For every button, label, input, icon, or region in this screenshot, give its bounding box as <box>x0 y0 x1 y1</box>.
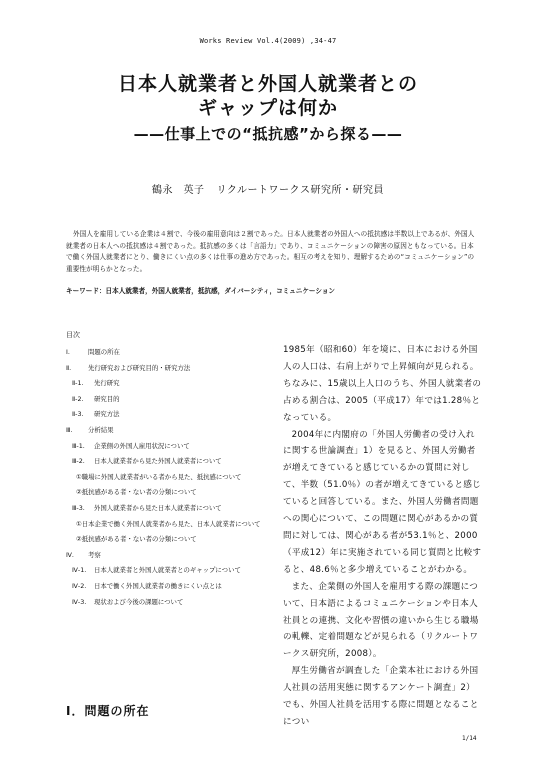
abstract: 外国人を雇用している企業は４割で、今後の雇用意向は２割であった。日本人就業者の外国人への抵抗感は半数以上であるが、外国人就業者の日本人への抵抗感は４割であった。抵抗感の多くは「言語力」であり、コミュニケーションの障害の原因ともなっている。日本で働く外国人就業者にとり、働きにくい点の多くは仕事の進め方であった。相互の考えを知り、理解するための“コミュニケーション”の重要性が明らかとなった。 <box>66 230 475 273</box>
toc-item: ①日本企業で働く外国人就業者から見た、日本人就業者について <box>76 519 261 528</box>
body-text <box>283 342 483 731</box>
table-of-contents <box>66 345 262 610</box>
body-paragraph: また、企業側の外国人を雇用する際の課題について、日本語によるコミュニケーションや日本人社員との連携、文化や習慣の違いから生じる職場の軋轢、定着問題などが見られる（リクルートワークス研究所，2008）。 <box>283 581 479 660</box>
body-paragraph: 厚生労働省が調査した「企業本社における外国人社員の活用実態に関するアンケート調査」2）でも、外国人社員を活用する際に問題となることについ <box>283 666 479 727</box>
toc-item: Ⅳ. 考察 <box>66 550 101 559</box>
toc-item: ①職場に外国人就業者がいる者から見た、抵抗感について <box>76 472 242 481</box>
page-number: 1/14 <box>462 735 477 742</box>
toc-item: Ⅳ-2. 日本で働く外国人就業者の働きにくい点とは <box>72 581 222 590</box>
toc-item: Ⅳ-1. 日本人就業者と外国人就業者とのギャップについて <box>72 566 241 575</box>
toc-heading: 目次 <box>66 331 80 339</box>
toc-item: Ⅲ-1. 企業側の外国人雇用状況について <box>72 441 190 450</box>
toc-item: Ⅱ-2. 研究目的 <box>72 394 120 403</box>
toc-item: Ⅲ. 分析結果 <box>66 425 114 434</box>
keywords: キーワード：日本人就業者，外国人就業者，抵抗感，ダイバーシティ，コミュニケーション <box>66 287 336 295</box>
toc-item: Ⅲ-2. 日本人就業者から見た外国人就業者について <box>72 457 222 466</box>
toc-item: Ⅳ-3. 現状および今後の課題について <box>72 597 184 606</box>
author-affiliation: リクルートワークス研究所・研究員 <box>216 185 384 196</box>
toc-item: Ⅱ-1. 先行研究 <box>72 379 120 388</box>
author-line <box>0 181 536 196</box>
toc-item: ②抵抗感がある者・ない者の分類について <box>76 535 197 544</box>
paper-title-line-1: 日本人就業者と外国人就業者との <box>117 73 418 95</box>
journal-header: Works Review Vol.4(2009) ,34-47 <box>199 37 337 45</box>
section-heading: Ⅰ．問題の所在 <box>66 704 150 718</box>
paper-subtitle: ——仕事上での“抵抗感”から探る—— <box>133 125 403 143</box>
paper-title-line-2: ギャップは何か <box>197 97 338 119</box>
toc-item: Ⅱ-3. 研究方法 <box>72 410 120 419</box>
body-paragraph: 2004年に内閣府の「外国人労働者の受け入れに関する世論調査」1）を見ると、外国人労働者が増えてきていると感じているかの質問に対して、半数（51.0％）の者が増えてきていると感じていると回答している。また、外国人労働者問題への関心について、この問題に関心があるかの質問に対しては、関心がある者が53.1％と、2000（平成12）年に実施されている同じ質問と比較すると、48.6％と多少増えていることがわかる。 <box>283 429 482 575</box>
toc-item: Ⅰ. 問題の所在 <box>66 348 120 356</box>
toc-item: Ⅲ-3. 外国人就業者から見た日本人就業者について <box>72 503 222 512</box>
toc-item: Ⅱ. 先行研究および研究目的・研究方法 <box>66 363 191 372</box>
toc-item: ②抵抗感がある者・ない者の分類について <box>76 488 197 497</box>
body-paragraph: 1985年（昭和60）年を境に、日本における外国人の人口は、右肩上がりで上昇傾向が見られる。ちなみに、15歳以上人口のうち、外国人就業者の占める割合は、2005（平成17）年では1.28％となっている。 <box>283 345 482 423</box>
author-name: 鶴永 英子 <box>152 185 205 196</box>
